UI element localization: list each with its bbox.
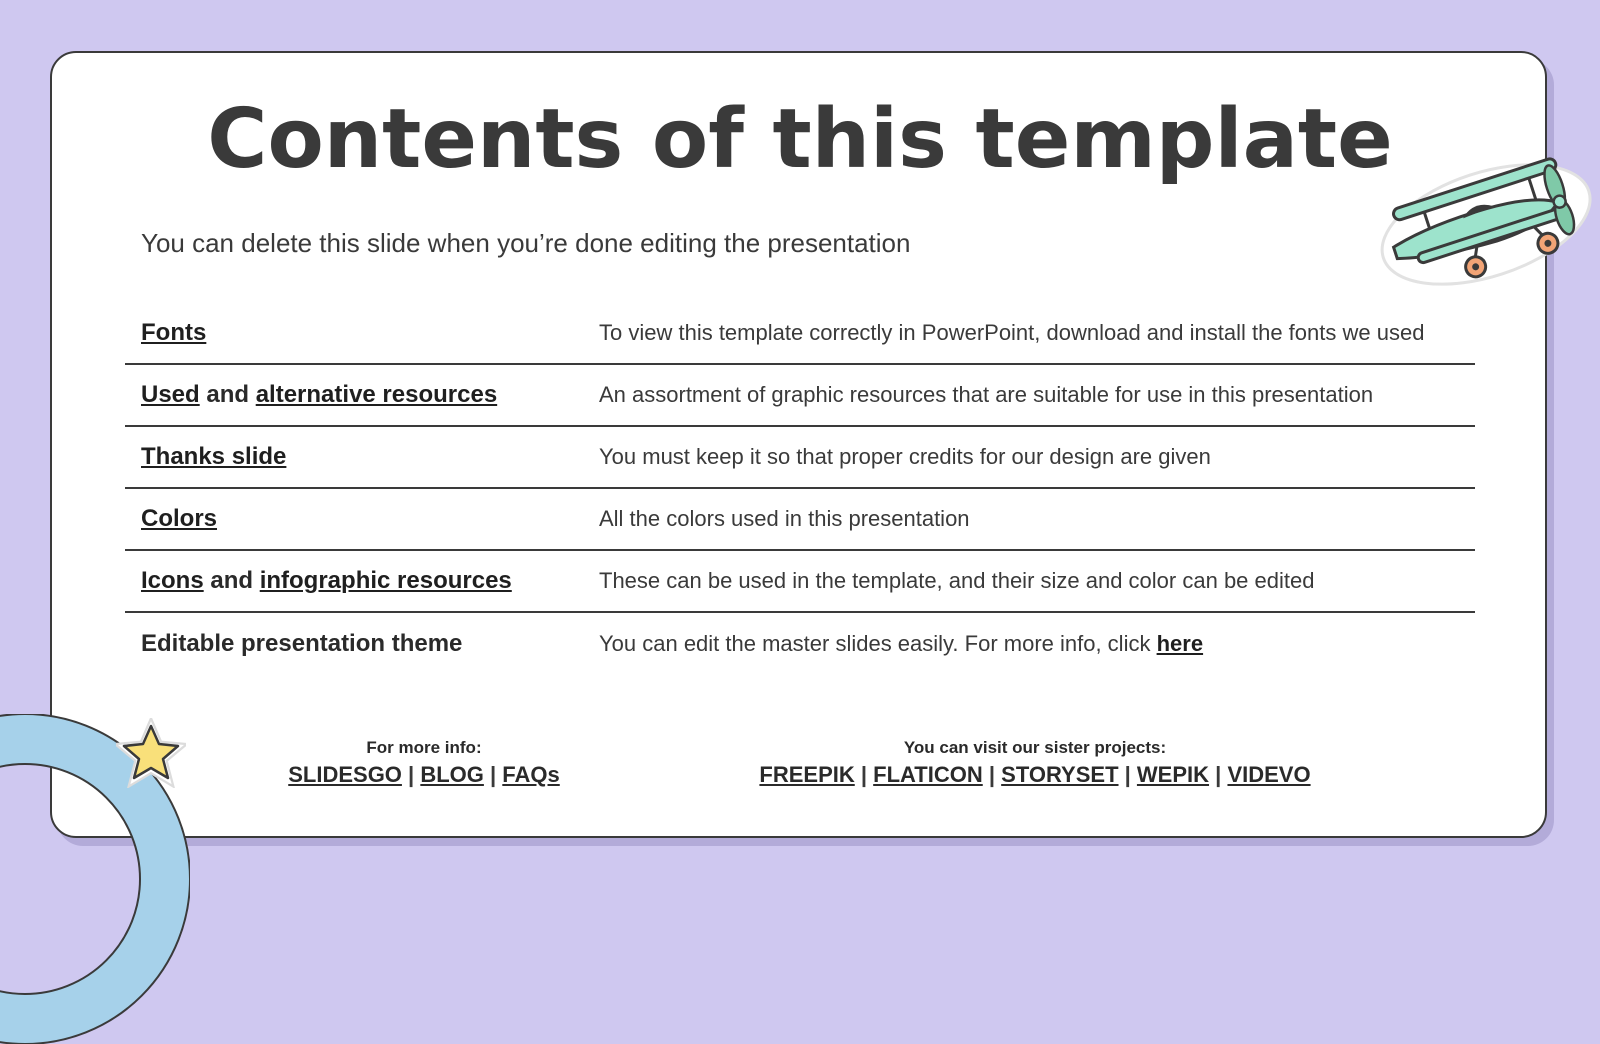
row-title [125,381,599,409]
table-row-thanks [125,427,1475,489]
table-row-fonts [125,303,1475,365]
alternative-resources-link[interactable]: alternative resources [255,381,498,408]
storyset-link[interactable]: STORYSET [1001,762,1119,787]
icons-link[interactable]: Icons [141,567,204,594]
row-title: Editable presentation theme [141,630,463,657]
freepik-link[interactable]: FREEPIK [759,762,855,787]
page-title: Contents of this template [207,92,1393,187]
flaticon-link[interactable]: FLATICON [873,762,983,787]
contents-table [125,303,1475,675]
footer-links [244,762,604,788]
faqs-link[interactable]: FAQs [502,762,560,787]
footer-links [700,762,1370,788]
colors-link[interactable]: Colors [141,505,218,532]
footer-label: You can visit our sister projects: [903,738,1167,757]
separator: | [988,762,996,787]
infographic-resources-link[interactable]: infographic resources [259,567,512,594]
page-subtitle: You can delete this slide when you’re done editing the presentation [141,228,911,258]
table-row-theme [125,613,1475,675]
row-description: To view this template correctly in PowerPoint, download and install the fonts we used [599,320,1425,345]
separator: | [490,762,497,787]
row-title [125,443,599,471]
videvo-link[interactable]: VIDEVO [1227,762,1311,787]
footer-sister-projects [700,738,1370,788]
separator: | [408,762,415,787]
separator: | [860,762,868,787]
row-description: An assortment of graphic resources that are suitable for use in this presentation [599,382,1374,407]
fonts-link[interactable]: Fonts [141,319,207,346]
row-title [125,505,599,533]
wepik-link[interactable]: WEPIK [1136,762,1210,787]
star-sticker-icon [116,718,186,788]
slidesgo-link[interactable]: SLIDESGO [288,762,402,787]
footer-label: For more info: [366,738,482,757]
separator: | [1215,762,1222,787]
biplane-sticker-icon [1368,140,1598,290]
row-title [125,567,599,595]
table-row-colors [125,489,1475,551]
and-text: and [210,567,254,594]
row-description [599,631,1475,657]
blog-link[interactable]: BLOG [420,762,484,787]
theme-description: You can edit the master slides easily. For more info, click [599,631,1151,656]
row-description: All the colors used in this presentation [599,506,970,531]
separator: | [1124,762,1131,787]
and-text: and [206,381,250,408]
row-title [125,319,599,347]
here-link[interactable]: here [1156,631,1204,656]
table-row-resources [125,365,1475,427]
table-row-icons [125,551,1475,613]
row-description: These can be used in the template, and their size and color can be edited [599,568,1315,593]
footer-more-info [244,738,604,788]
thanks-slide-link[interactable]: Thanks slide [141,443,287,470]
row-description: You must keep it so that proper credits for our design are given [599,444,1211,469]
used-resources-link[interactable]: Used [141,381,200,408]
